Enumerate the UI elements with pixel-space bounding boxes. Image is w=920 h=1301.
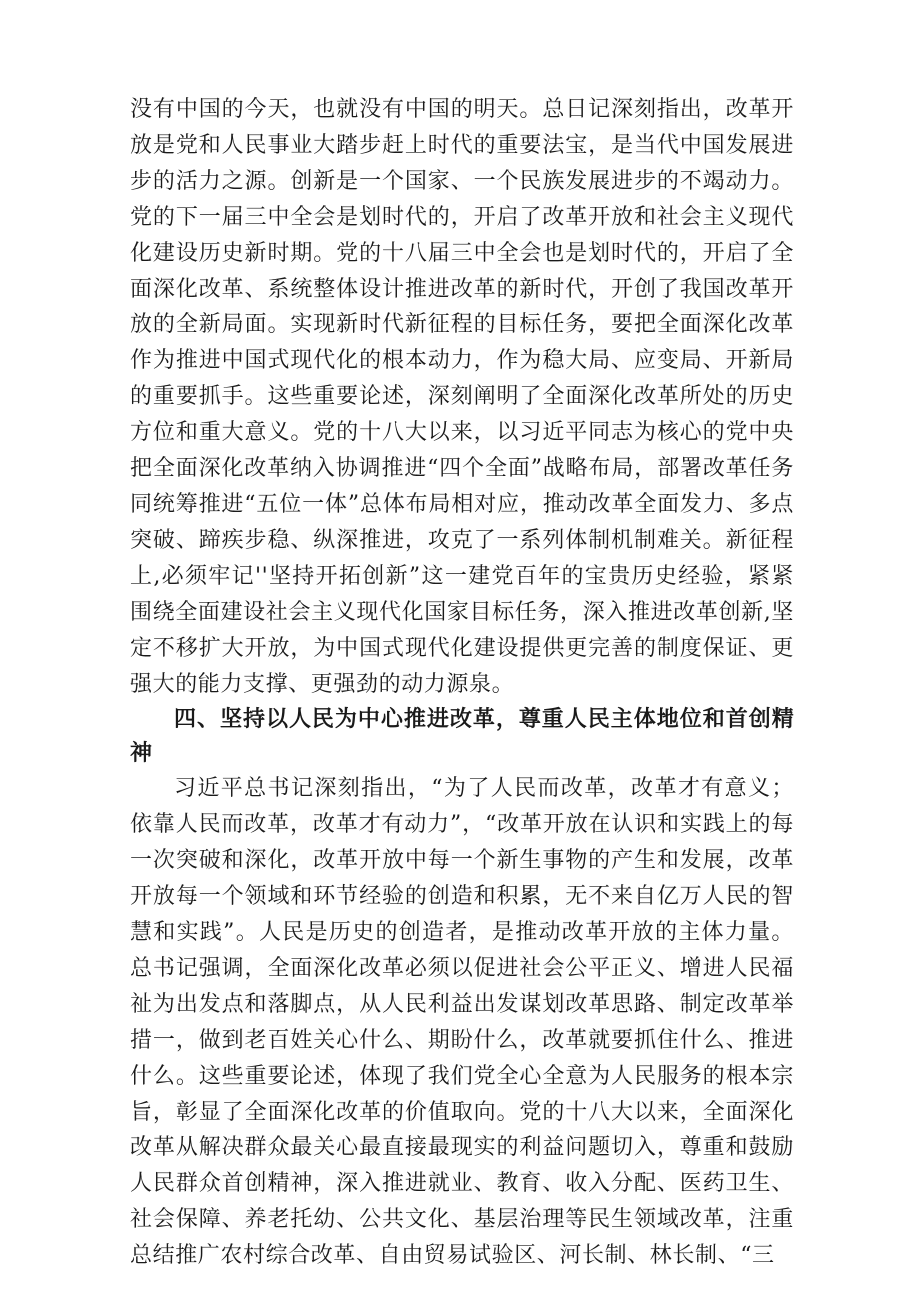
- body-paragraph-section-four: 习近平总书记深刻指出，“为了人民而改革，改革才有意义；依靠人民而改革，改革才有动力”，“改革开放在认识和实践上的每一次突破和深化，改革开放中每一个新生事物的产生和发展，改革开放每一个领域和环节经验的创造和积累，无不来自亿万人民的智慧和实践”。人民是历史的创造者，是推动改革开放的主体力量。总书记强调，全面深化改革必须以促进社会公平正义、增进人民福祉为出发点和落脚点，从人民利益出发谋划改革思路、制定改革举措一，做到老百姓关心什么、期盼什么，改革就要抓住什么、推进什么。这些重要论述，体现了我们党全心全意为人民服务的根本宗旨，彰显了全面深化改革的价值取向。党的十八大以来，全面深化改革从解决群众最关心最直接最现实的利益问题切入，尊重和鼓励人民群众首创精神，深入推进就业、教育、收入分配、医药卫生、社会保障、养老托幼、公共文化、基层治理等民生领域改革，注重总结推广农村综合改革、自由贸易试验区、河长制、林长制、“三: [130, 776, 794, 1269]
- document-page: [130, 92, 794, 1274]
- section-heading: 四、坚持以人民为中心推进改革，尊重人民主体地位和首创精神: [130, 707, 794, 767]
- body-paragraph-continued: 没有中国的今天，也就没有中国的明天。总日记深刻指出，改革开放是党和人民事业大踏步赶上时代的重要法宝，是当代中国发展进步的活力之源。创新是一个国家、一个民族发展进步的不竭动力。党的下一届三中全会是划时代的，开启了改革开放和社会主义现代化建设历史新时期。党的十八届三中全会也是划时代的，开启了全面深化改革、系统整体设计推进改革的新时代，开创了我国改革开放的全新局面。实现新时代新征程的目标任务，要把全面深化改革作为推进中国式现代化的根本动力，作为稳大局、应变局、开新局的重要抓手。这些重要论述，深刻阐明了全面深化改革所处的历史方位和重大意义。党的十八大以来，以习近平同志为核心的党中央把全面深化改革纳入协调推进“四个全面”战略布局，部署改革任务同统筹推进“五位一体”总体布局相对应，推动改革全面发力、多点突破、蹄疾步稳、纵深推进，攻克了一系列体制机制难关。新征程上,必须牢记''坚持开拓创新”这一建党百年的宝贵历史经验，紧紧围绕全面建设社会主义现代化国家目标任务，深入推进改革创新,坚定不移扩大开放，为中国式现代化建设提供更完善的制度保证、更强大的能力支撑、更强劲的动力源泉。: [130, 97, 794, 697]
